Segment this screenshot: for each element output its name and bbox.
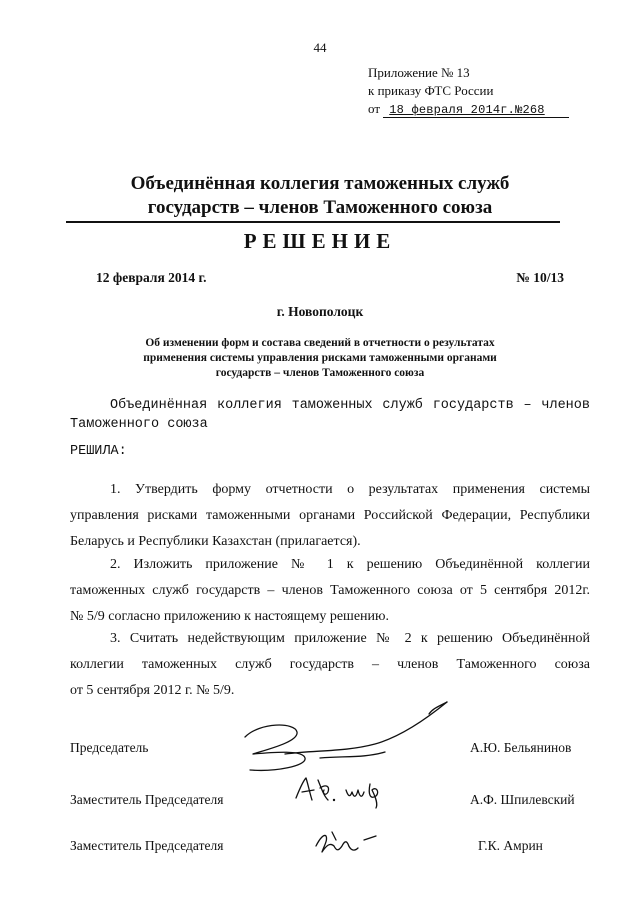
signature-3-image xyxy=(310,824,390,864)
intro-paragraph xyxy=(70,396,590,434)
signatory-role-2: Заместитель Председателя xyxy=(70,792,224,807)
appendix-date-line xyxy=(368,100,569,118)
signatory-name-3: Г.К. Амрин xyxy=(478,838,543,853)
appendix-date-fill xyxy=(383,102,569,118)
decision-heading: РЕШЕНИЕ xyxy=(243,229,397,253)
signatory-name-2: А.Ф. Шпилевский xyxy=(470,792,575,807)
decision-place: г. Новополоцк xyxy=(276,304,364,319)
resolved-label: РЕШИЛА: xyxy=(70,444,127,459)
resolution-item-2 xyxy=(70,552,590,630)
decision-number: № 10/13 xyxy=(516,270,564,285)
intro-line-1: Объединённая коллегия таможенных служб государств – членов xyxy=(110,398,590,413)
intro-line-2: Таможенного союза xyxy=(70,417,208,432)
signatory-role-1: Председатель xyxy=(70,740,149,755)
item-2-line-3: № 5/9 согласно приложению к настоящему решению. xyxy=(70,609,389,624)
signatory-name-1: А.Ю. Бельянинов xyxy=(470,740,572,755)
subject-line-2: применения системы управления рисками таможенными органами xyxy=(143,352,497,364)
title-divider xyxy=(66,221,560,223)
signature-1-image xyxy=(225,692,475,782)
item-3-line-2: коллегии таможенных служб государств – членов Таможенного союза xyxy=(70,657,590,672)
item-2-line-2: таможенных служб государств – членов Таможенного союза от 5 сентября 2012г. xyxy=(70,583,590,598)
appendix-date-prefix: от xyxy=(368,101,381,116)
appendix-line-2: к приказу ФТС России xyxy=(368,83,494,98)
subject-line-1: Об изменении форм и состава сведений в отчетности о результатах xyxy=(145,337,495,349)
appendix-line-1: Приложение № 13 xyxy=(368,65,470,80)
signatory-role-3: Заместитель Председателя xyxy=(70,838,224,853)
item-1-line-3: Беларусь и Республики Казахстан (прилагается). xyxy=(70,534,361,549)
organization-title xyxy=(0,172,640,220)
item-2-line-1: 2. Изложить приложение № 1 к решению Объединённой коллегии xyxy=(110,557,590,572)
appendix-block xyxy=(368,64,569,118)
decision-date: 12 февраля 2014 г. xyxy=(96,270,207,285)
item-3-line-1: 3. Считать недействующим приложение № 2 к решению Объединённой xyxy=(110,631,590,646)
organization-title-line-2: государств – членов Таможенного союза xyxy=(147,197,493,218)
subject-line-3: государств – членов Таможенного союза xyxy=(215,367,425,379)
signature-2-image xyxy=(288,770,398,810)
item-1-line-1: 1. Утвердить форму отчетности о результатах применения системы xyxy=(110,482,590,497)
item-1-line-2: управления рисками таможенными органами Российской Федерации, Республики xyxy=(70,508,590,523)
decision-subject xyxy=(130,336,510,381)
appendix-date-value: 18 февраля 2014г. xyxy=(389,103,516,117)
appendix-number-value: №268 xyxy=(515,103,545,117)
item-3-line-3: от 5 сентября 2012 г. № 5/9. xyxy=(70,683,235,698)
organization-title-line-1: Объединённая коллегия таможенных служб xyxy=(130,173,510,194)
resolution-item-1 xyxy=(70,477,590,555)
page-number: 44 xyxy=(313,40,327,55)
